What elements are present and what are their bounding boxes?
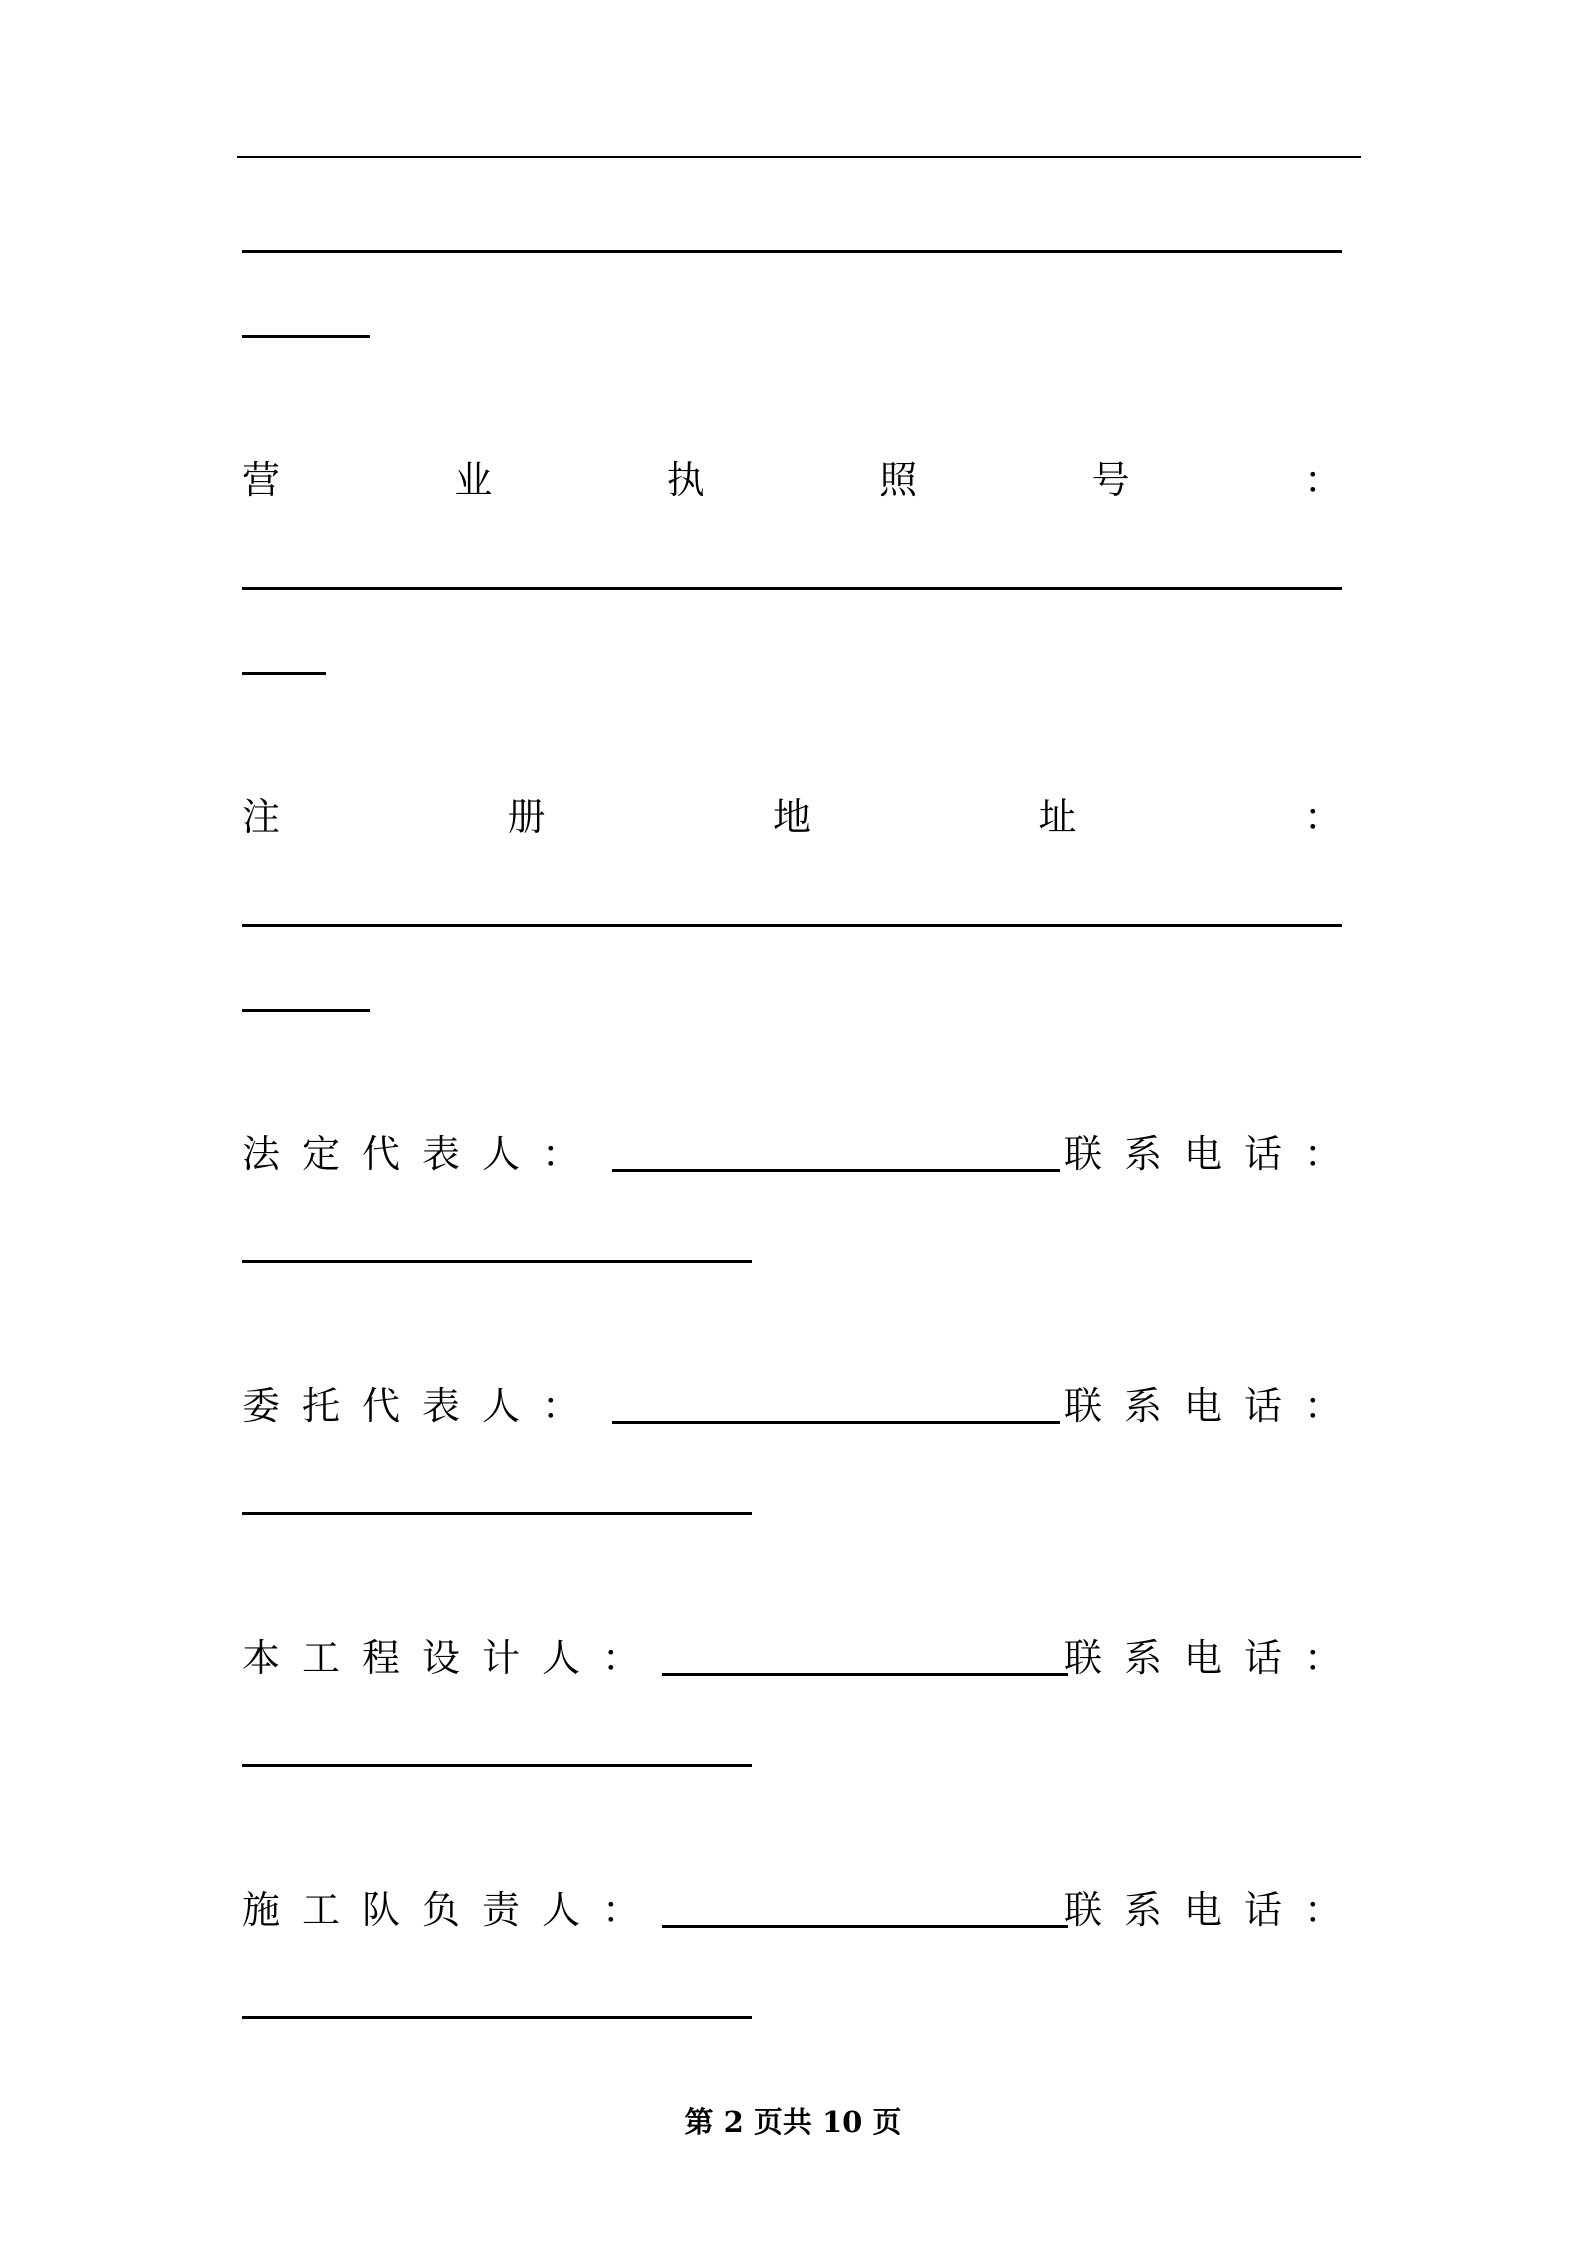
legal-rep-phone-input[interactable] (242, 1260, 752, 1263)
entrusted-rep-input[interactable] (612, 1421, 1060, 1424)
legal-rep-input[interactable] (612, 1169, 1060, 1172)
legal-rep-label: 法定代表人： (242, 1132, 603, 1176)
label-char: 注 (242, 795, 281, 839)
legal-rep-row (242, 1132, 1364, 1176)
entrusted-rep-phone-label: 联系电话： (1063, 1384, 1364, 1428)
team-leader-row (242, 1888, 1364, 1932)
legal-rep-phone-label: 联系电话： (1063, 1132, 1364, 1176)
designer-phone-input[interactable] (242, 1764, 752, 1767)
team-leader-input[interactable] (662, 1925, 1068, 1928)
label-char: 地 (772, 795, 811, 839)
label-char: 营 (242, 458, 281, 502)
business-license-label (242, 458, 1342, 502)
label-char: 册 (507, 795, 546, 839)
registered-address-label (242, 795, 1342, 839)
label-char: 照 (879, 458, 918, 502)
header-rule (237, 156, 1361, 158)
entrusted-rep-phone-input[interactable] (242, 1512, 752, 1515)
entrusted-rep-row (242, 1384, 1364, 1428)
label-char: 执 (666, 458, 705, 502)
designer-input[interactable] (662, 1673, 1068, 1676)
address-blank-line-1[interactable] (242, 250, 1342, 253)
registered-address-blank-1[interactable] (242, 924, 1342, 927)
label-char: 业 (454, 458, 493, 502)
team-leader-phone-input[interactable] (242, 2016, 752, 2019)
business-license-blank-1[interactable] (242, 587, 1342, 590)
business-license-blank-2[interactable] (242, 672, 326, 675)
label-char: ： (1303, 795, 1342, 839)
designer-row (242, 1636, 1364, 1680)
registered-address-blank-2[interactable] (242, 1009, 370, 1012)
label-char: 址 (1038, 795, 1077, 839)
label-char: ： (1303, 458, 1342, 502)
entrusted-rep-label: 委托代表人： (242, 1384, 603, 1428)
team-leader-label: 施工队负责人： (242, 1888, 663, 1932)
designer-phone-label: 联系电话： (1063, 1636, 1364, 1680)
label-char: 号 (1091, 458, 1130, 502)
address-blank-line-2[interactable] (242, 335, 370, 338)
team-leader-phone-label: 联系电话： (1063, 1888, 1364, 1932)
page-number: 第 2 页共 10 页 (684, 2105, 902, 2139)
designer-label: 本工程设计人： (242, 1636, 663, 1680)
